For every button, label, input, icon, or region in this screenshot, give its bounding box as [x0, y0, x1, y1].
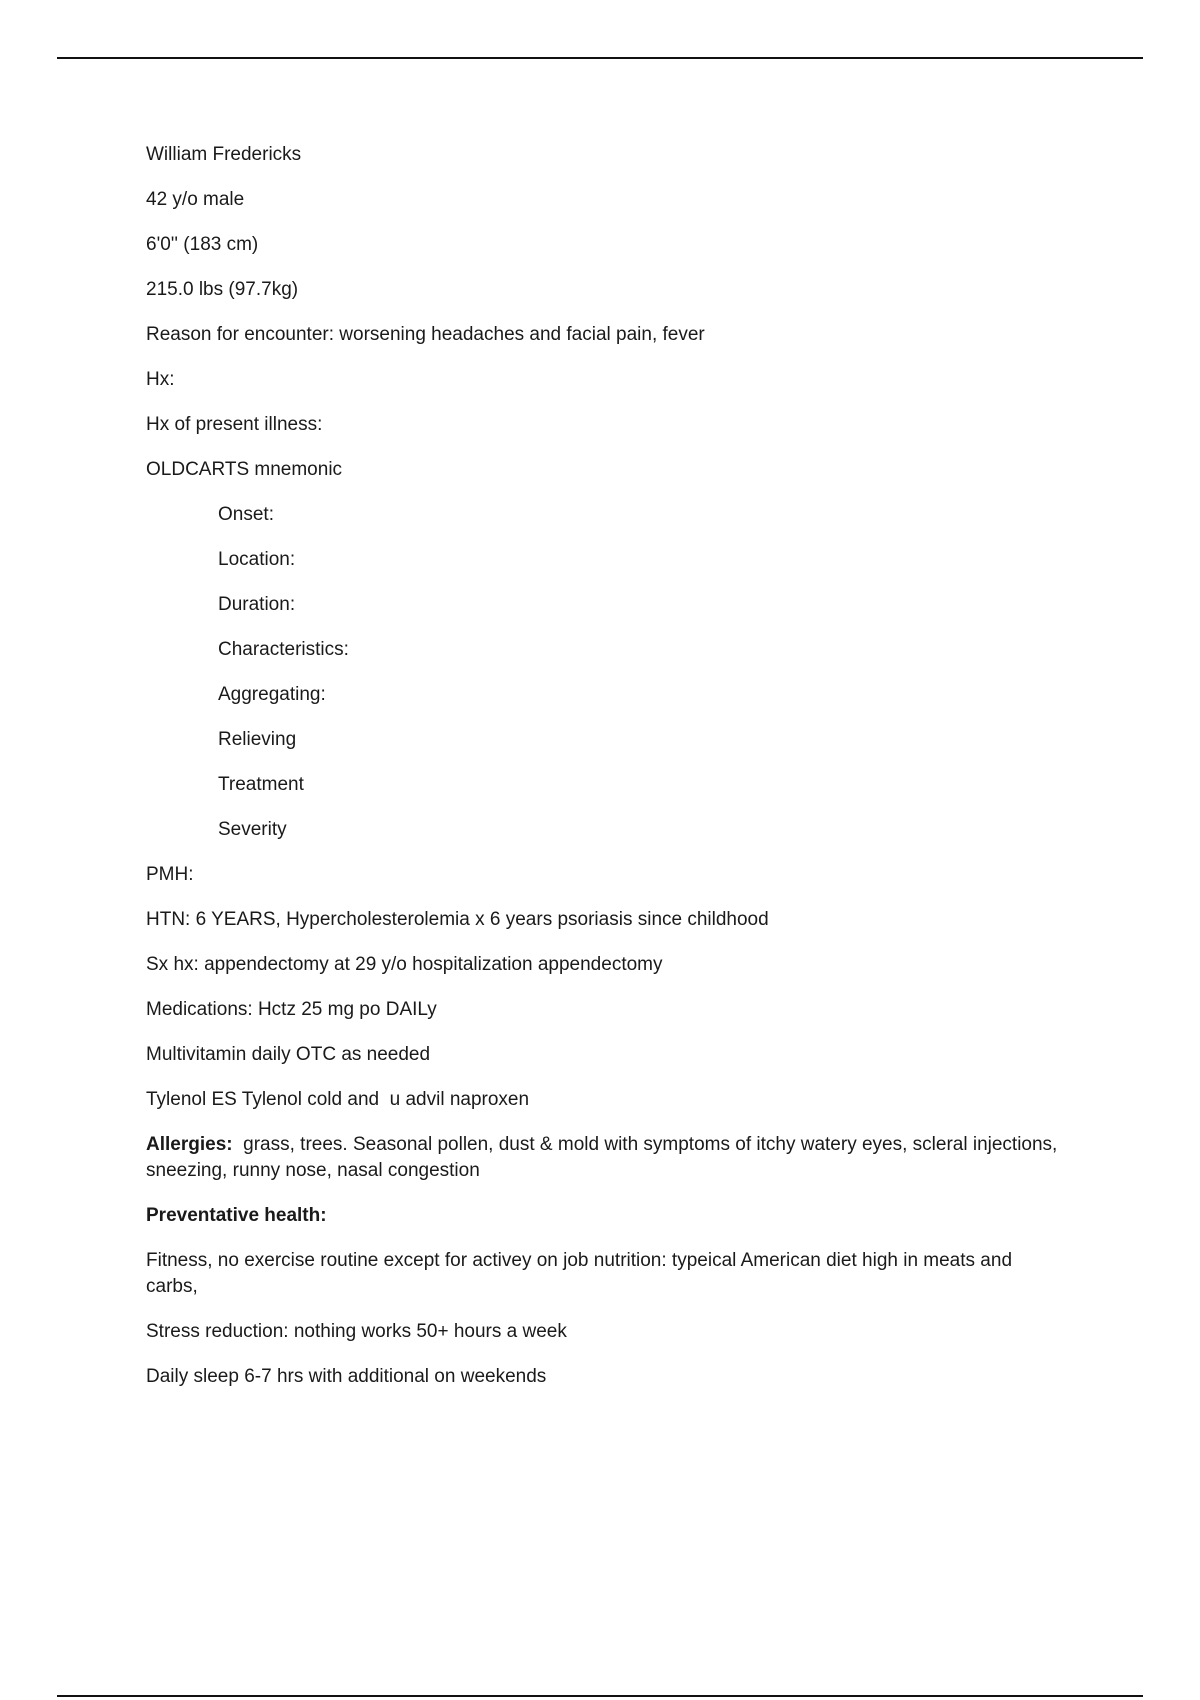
hx-label: Hx:: [146, 369, 175, 390]
pmh-conditions: HTN: 6 YEARS, Hypercholesterolemia x 6 years psoriasis since childhood: [146, 909, 769, 930]
oldcarts-duration: Duration:: [218, 594, 296, 615]
daily-sleep: Daily sleep 6-7 hrs with additional on weekends: [146, 1366, 547, 1387]
allergies-label: Allergies:: [146, 1134, 233, 1155]
oldcarts-relieving: Relieving: [218, 729, 297, 750]
stress-reduction: Stress reduction: nothing works 50+ hours a week: [146, 1321, 567, 1342]
fitness-nutrition: Fitness, no exercise routine except for activey on job nutrition: typeical American diet high in meats and carbs,: [146, 1250, 1018, 1297]
patient-height: 6'0'' (183 cm): [146, 234, 259, 255]
footer-rule: [57, 1695, 1143, 1697]
oldcarts-aggregating: Aggregating:: [218, 684, 326, 705]
patient-age-sex: 42 y/o male: [146, 189, 245, 210]
surgical-history: Sx hx: appendectomy at 29 y/o hospitalization appendectomy: [146, 954, 663, 975]
oldcarts-severity: Severity: [218, 819, 287, 840]
otc-medications: Tylenol ES Tylenol cold and u advil naproxen: [146, 1089, 530, 1110]
encounter-reason: Reason for encounter: worsening headaches and facial pain, fever: [146, 324, 705, 345]
medications: Medications: Hctz 25 mg po DAILy: [146, 999, 437, 1020]
document-body: [146, 142, 1066, 1409]
oldcarts-location: Location:: [218, 549, 296, 570]
oldcarts-onset: Onset:: [218, 504, 274, 525]
pmh-label: PMH:: [146, 864, 194, 885]
patient-weight: 215.0 lbs (97.7kg): [146, 279, 299, 300]
multivitamin: Multivitamin daily OTC as needed: [146, 1044, 431, 1065]
oldcarts-treatment: Treatment: [218, 774, 304, 795]
mnemonic-label: OLDCARTS mnemonic: [146, 459, 343, 480]
patient-name: William Fredericks: [146, 144, 302, 165]
allergies: [146, 1132, 1066, 1184]
oldcarts-characteristics: Characteristics:: [218, 639, 349, 660]
preventative-label: Preventative health:: [146, 1205, 327, 1226]
present-illness-label: Hx of present illness:: [146, 414, 323, 435]
allergies-text: grass, trees. Seasonal pollen, dust & mold with symptoms of itchy watery eyes, scleral injections, sneezing, runny nose, nasal congestion: [146, 1134, 1063, 1181]
header-rule: [57, 57, 1143, 59]
